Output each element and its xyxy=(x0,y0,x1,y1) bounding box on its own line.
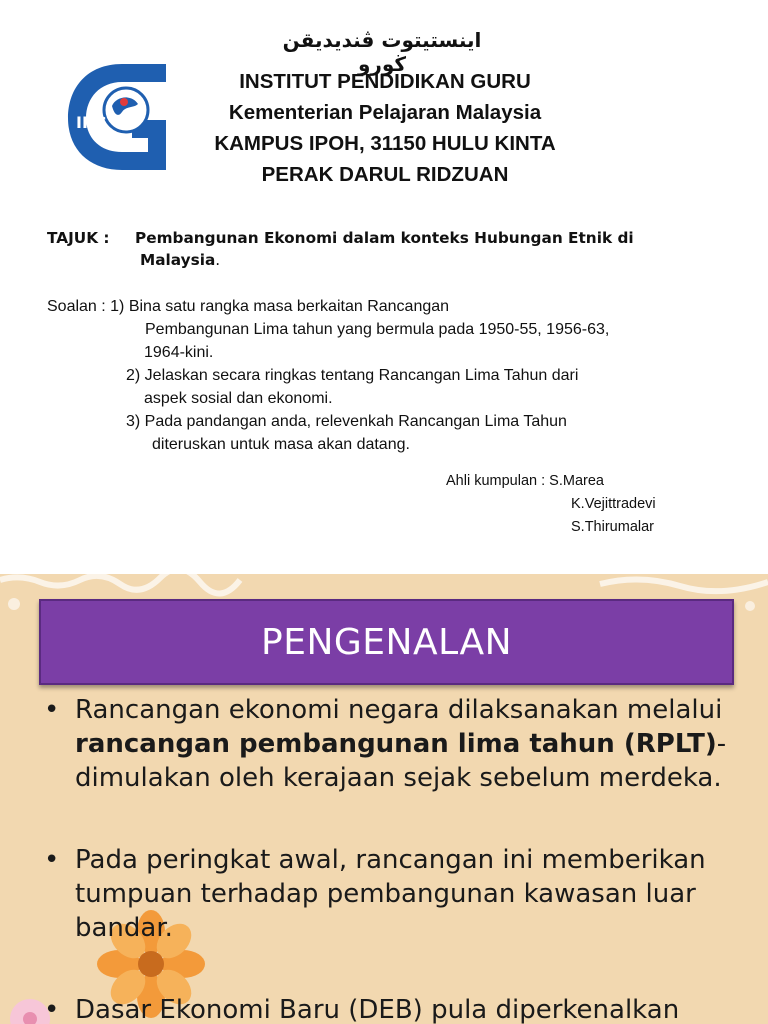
question-line: 2) Jelaskan secara ringkas tentang Rancangan Lima Tahun dari xyxy=(126,367,579,384)
question-line: Pembangunan Lima tahun yang bermula pada 1950-55, 1956-63, xyxy=(145,321,610,338)
bullet-icon: • xyxy=(44,845,60,875)
topic xyxy=(47,227,747,271)
bullet-text: -dimulakan oleh kerajaan sejak sebelum merdeka. xyxy=(75,729,727,793)
question-line: Soalan : 1) Bina satu rangka masa berkaitan Rancangan xyxy=(47,298,450,315)
member-name: S.Thirumalar xyxy=(571,519,654,535)
list-item xyxy=(44,843,744,945)
header-line: PERAK DARUL RIDZUAN xyxy=(261,163,509,186)
bullet-text: Dasar Ekonomi Baru (DEB) pula diperkenalkan xyxy=(75,995,680,1024)
members-label: Ahli kumpulan : S.Marea xyxy=(446,473,604,489)
member-name: K.Vejittradevi xyxy=(571,496,656,512)
question-line: 3) Pada pandangan anda, relevenkah Rancangan Lima Tahun xyxy=(126,413,567,430)
arabic-heading: اينستيتوت ڤنديديقن ڬورو xyxy=(282,28,482,76)
logo-text: IPG xyxy=(76,113,107,132)
topic-line: Pembangunan Ekonomi dalam konteks Hubungan Etnik di xyxy=(135,229,634,247)
topic-line: Malaysia xyxy=(140,251,216,269)
list-item xyxy=(44,993,744,1024)
group-members xyxy=(446,470,746,539)
topic-period: . xyxy=(215,251,221,269)
header-line: Kementerian Pelajaran Malaysia xyxy=(228,101,542,124)
list-item xyxy=(44,693,744,795)
question-line: 1964-kini. xyxy=(144,344,214,361)
ipg-logo xyxy=(62,58,174,176)
bullet-text: Rancangan ekonomi negara dilaksanakan melalui xyxy=(75,695,723,725)
question-line: diteruskan untuk masa akan datang. xyxy=(152,436,410,453)
bullet-text: Pada peringkat awal, rancangan ini memberikan tumpuan terhadap pembangunan kawasan luar bandar. xyxy=(75,845,706,943)
intro-slide xyxy=(0,574,768,1024)
bullet-list xyxy=(44,693,744,1024)
questions xyxy=(47,295,747,456)
question-line: aspek sosial dan ekonomi. xyxy=(144,390,333,407)
topic-label: TAJUK : xyxy=(47,229,110,247)
bullet-icon: • xyxy=(44,995,60,1024)
section-title: PENGENALAN xyxy=(260,621,513,663)
institution-header xyxy=(170,66,600,190)
bullet-icon: • xyxy=(44,695,60,725)
header-line: KAMPUS IPOH, 31150 HULU KINTA xyxy=(214,132,556,155)
header-line: INSTITUT PENDIDIKAN GURU xyxy=(239,70,531,93)
section-title-banner xyxy=(39,599,734,685)
bullet-bold-text: rancangan pembangunan lima tahun (RPLT) xyxy=(75,729,717,759)
